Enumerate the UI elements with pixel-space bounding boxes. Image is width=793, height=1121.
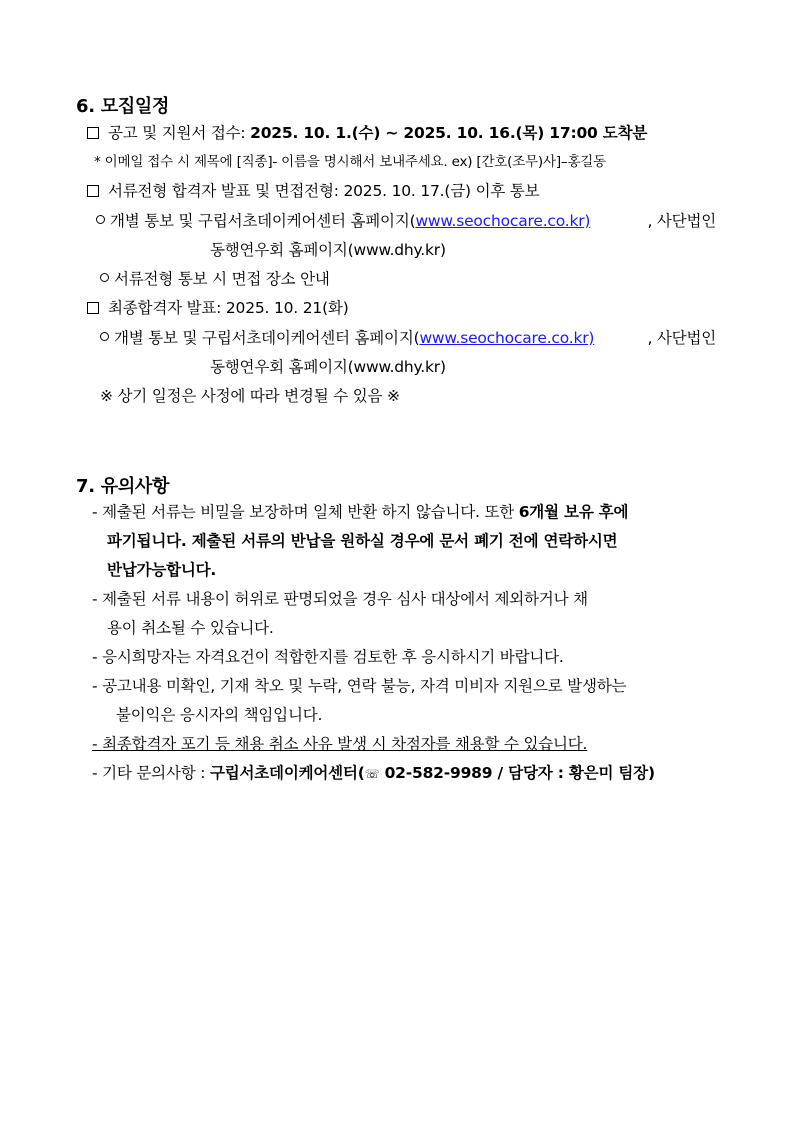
section-6-title: 6. 모집일정: [76, 96, 170, 117]
sub-item-first-part: [100, 328, 594, 348]
sub-item-prefix: 개별 통보 및 구립서초데이케어센터 홈페이지(: [110, 212, 416, 230]
notice-bullet-1-line-1: [92, 502, 628, 522]
sub-item-text: 서류전형 통보 시 면접 장소 안내: [114, 270, 330, 288]
notice-bullet-5: - 최종합격자 포기 등 채용 취소 사유 발생 시 차점자를 채용할 수 있습니다.: [92, 735, 588, 753]
item-text: 서류전형 합격자 발표 및 면접전형: 2025. 10. 17.(금) 이후 통보: [108, 182, 540, 200]
square-bullet-icon: [87, 185, 99, 197]
sub-item-continuation: 동행연우회 홈페이지(www.dhy.kr): [210, 358, 446, 376]
schedule-notice: ※ 상기 일정은 사정에 따라 변경될 수 있음 ※: [100, 387, 400, 405]
notice-bullet-2-line-2: 용이 취소될 수 있습니다.: [107, 619, 274, 637]
homepage-link[interactable]: www.seochocare.co.kr): [419, 329, 595, 347]
notice-bullet-1-line-3: 반납가능합니다.: [107, 561, 217, 579]
item-value: 2025. 10. 1.(수) ~ 2025. 10. 16.(목) 17:00 도착분: [250, 124, 648, 142]
schedule-item-final-result: [87, 298, 349, 318]
sub-item-first-part: [96, 211, 590, 231]
contact-org: 구립서초데이케어센터(: [209, 764, 365, 782]
sub-item-notification: [96, 211, 716, 231]
square-bullet-icon: [87, 302, 99, 314]
sub-item-continuation: 동행연우회 홈페이지(www.dhy.kr): [210, 241, 446, 259]
sub-item-final-notification: [100, 328, 716, 348]
square-bullet-icon: [87, 127, 99, 139]
notice-bullet-1-line-2: 파기됩니다. 제출된 서류의 반납을 원하실 경우에 문서 폐기 전에 연락하시면: [107, 532, 618, 550]
sub-item-prefix: 개별 통보 및 구립서초데이케어센터 홈페이지(: [114, 329, 420, 347]
item-text: 최종합격자 발표: 2025. 10. 21(화): [108, 299, 349, 317]
email-note: * 이메일 접수 시 제목에 [직종]- 이름을 명시해서 보내주세요. ex) [간호(조무)사]–홍길동: [94, 154, 606, 170]
sub-item-suffix: , 사단법인: [647, 329, 716, 347]
sub-item-interview-place: [100, 269, 330, 289]
contact-label: - 기타 문의사항 :: [92, 764, 210, 782]
schedule-item-document-result: [87, 181, 539, 201]
circle-bullet-icon: [96, 215, 105, 224]
sub-item-suffix: , 사단법인: [647, 212, 716, 230]
contact-details: 02-582-9989 / 담당자 : 황은미 팀장): [379, 764, 655, 782]
schedule-item-application: [87, 123, 647, 143]
section-7-title: 7. 유의사항: [76, 476, 170, 497]
notice-text: - 제출된 서류는 비밀을 보장하며 일체 반환 하지 않습니다. 또한: [92, 503, 519, 521]
phone-icon: ☏: [364, 767, 380, 781]
notice-emphasis: 6개월 보유 후에: [518, 503, 629, 521]
circle-bullet-icon: [100, 273, 109, 282]
notice-bullet-2-line-1: - 제출된 서류 내용이 허위로 판명되었을 경우 심사 대상에서 제외하거나 채: [92, 590, 588, 608]
notice-bullet-4-line-1: - 공고내용 미확인, 기재 착오 및 누락, 연락 불능, 자격 미비자 지원으로 발생하는: [92, 677, 627, 695]
notice-bullet-6-contact: [92, 763, 655, 784]
item-label: 공고 및 지원서 접수:: [108, 124, 251, 142]
homepage-link[interactable]: www.seochocare.co.kr): [415, 212, 591, 230]
notice-bullet-4-line-2: 불이익은 응시자의 책임입니다.: [116, 706, 323, 724]
notice-bullet-3: - 응시희망자는 자격요건이 적합한지를 검토한 후 응시하시기 바랍니다.: [92, 648, 564, 666]
circle-bullet-icon: [100, 332, 109, 341]
